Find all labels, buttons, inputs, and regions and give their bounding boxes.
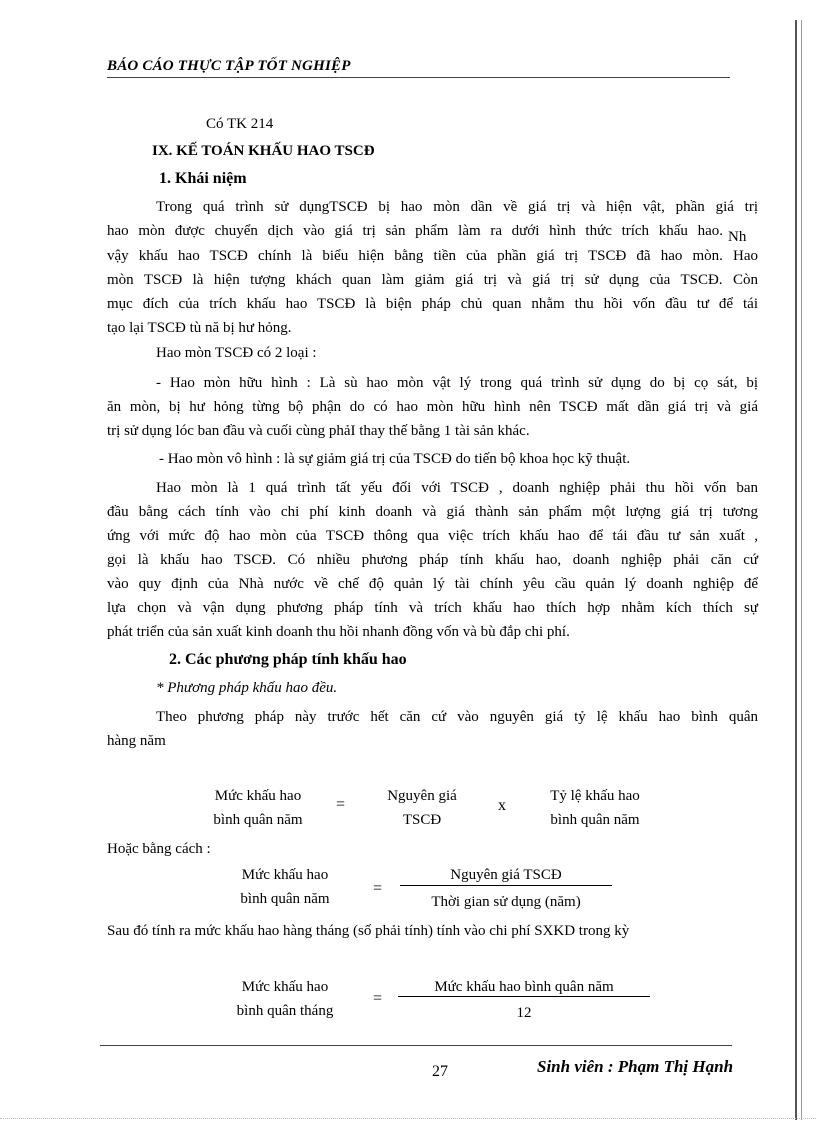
formula3-denominator: 12: [516, 1005, 532, 1021]
para2-line-5: vào quy định của Nhà nước về chế độ quản lý tài chính yêu cầu quản lý doanh nghiệp để: [107, 576, 758, 592]
formula2-left-line-2: bình quân năm: [240, 891, 330, 907]
page-border-right: [795, 20, 802, 1120]
monthly-intro: Sau đó tính ra mức khấu hao hàng tháng (số phải tính) tính vào chi phí SXKD trong kỳ: [107, 923, 630, 939]
formula1-left-line-1: Mức khấu hao: [214, 788, 302, 804]
method-para-line-2: hàng năm: [107, 733, 166, 749]
method-title: * Phương pháp khấu hao đều.: [156, 680, 338, 696]
formula2-left-line-1: Mức khấu hao: [241, 867, 329, 883]
formula1-mid-line-1: Nguyên giá: [387, 788, 457, 804]
formula3-left-line-2: bình quân tháng: [236, 1003, 334, 1019]
header-title: BÁO CÁO THỰC TẬP TỐT NGHIỆP: [107, 58, 351, 74]
para2-line-6: lựa chọn và vận dụng phương pháp tính và trích khấu hao thích hợp nhằm kích thích sự: [107, 600, 758, 616]
formula1-mid-line-2: TSCĐ: [402, 812, 442, 828]
method-para-line-1: Theo phương pháp này trước hết căn cứ vào nguyên giá tỷ lệ khấu hao bình quân: [156, 709, 758, 725]
para1-line-5: mục đích của trích khấu hao TSCĐ là biện pháp chủ quan nhằm thu hồi vốn đầu tư để tái: [107, 296, 758, 312]
alt-intro: Hoặc bằng cách :: [107, 841, 211, 857]
formula3-left-line-1: Mức khấu hao: [241, 979, 329, 995]
para2-line-3: ứng với mức độ hao mòn của TSCĐ thông qua việc trích khấu hao để tái đầu tư sản xuất ,: [107, 528, 758, 544]
type1-line-3: trị sử dụng lóc ban đầu và cuối cùng phảI thay thế bằng 1 tài sản khác.: [107, 423, 530, 439]
formula2-equals: =: [373, 880, 383, 897]
section-title: IX. KẾ TOÁN KHẤU HAO TSCĐ: [152, 143, 375, 159]
page-number: 27: [432, 1063, 448, 1080]
para1-overflow: Nh: [728, 229, 747, 245]
subsection-title-2: 2. Các phương pháp tính khấu hao: [169, 651, 407, 668]
para2-line-1: Hao mòn là 1 quá trình tất yếu đối với TSCĐ , doanh nghiệp phải thu hồi vốn ban: [156, 480, 758, 496]
para1-line-4: mòn TSCĐ là hiện tượng khách quan làm giảm giá trị và giá trị sử dụng của TSCĐ. Còn: [107, 272, 758, 288]
student-name: Sinh viên : Phạm Thị Hạnh: [537, 1057, 734, 1076]
type2-line: - Hao mòn vô hình : là sự giảm giá trị của TSCĐ do tiến bộ khoa học kỹ thuật.: [159, 451, 631, 467]
formula2-numerator: Nguyên giá TSCĐ: [450, 867, 562, 883]
formula1-left-line-2: bình quân năm: [213, 812, 303, 828]
formula2-fraction-rule: [400, 885, 612, 886]
type1-line-1: - Hao mòn hữu hình : Là sù hao mòn vật lý trong quá trình sử dụng do bị cọ sát, bị: [156, 375, 758, 391]
formula3-fraction-rule: [398, 996, 650, 997]
footer-rule: [100, 1045, 732, 1046]
subsection-title-1: 1. Khái niệm: [159, 170, 247, 187]
types-intro: Hao mòn TSCĐ có 2 loại :: [156, 345, 317, 361]
formula1-equals: =: [336, 796, 346, 813]
formula1-right-line-1: Tỷ lệ khấu hao: [550, 788, 640, 804]
para1-line-3: vậy khấu hao TSCĐ chính là biểu hiện bằng tiền của phần giá trị TSCĐ đã hao mòn. Hao: [107, 248, 758, 264]
para2-line-2: đầu bằng cách tính vào chi phí kinh doanh và giá thành sản phẩm một lượng giá trị tương: [107, 504, 758, 520]
account-line: Có TK 214: [206, 116, 274, 132]
type1-line-2: ăn mòn, bị hư hỏng từng bộ phận do có hao mòn hữu hình nên TSCĐ mất dần giá trị và giá: [107, 399, 758, 415]
para1-line-1: Trong quá trình sử dụngTSCĐ bị hao mòn dần về giá trị và hiện vật, phần giá trị: [156, 199, 758, 215]
formula1-times: x: [498, 797, 506, 814]
page-border-bottom: [0, 1118, 816, 1119]
formula3-equals: =: [373, 990, 383, 1007]
header-rule: [107, 77, 730, 78]
para1-line-2: hao mòn được chuyển dịch vào giá trị sản phẩm làm ra dưới hình thức trích khấu hao.: [107, 223, 723, 239]
formula1-right-line-2: bình quân năm: [550, 812, 640, 828]
formula2-denominator: Thời gian sử dụng (năm): [431, 894, 581, 910]
para2-line-4: gọi là khấu hao TSCĐ. Có nhiều phương pháp tính khấu hao, doanh nghiệp phải căn cứ: [107, 552, 758, 568]
para2-line-7: phát triển của sản xuất kinh doanh thu hồi nhanh đồng vốn và bù đắp chi phí.: [107, 624, 570, 640]
formula3-numerator: Mức khấu hao bình quân năm: [434, 979, 614, 995]
para1-line-6: tạo lại TSCĐ tù nă bị hư hỏng.: [107, 320, 292, 336]
